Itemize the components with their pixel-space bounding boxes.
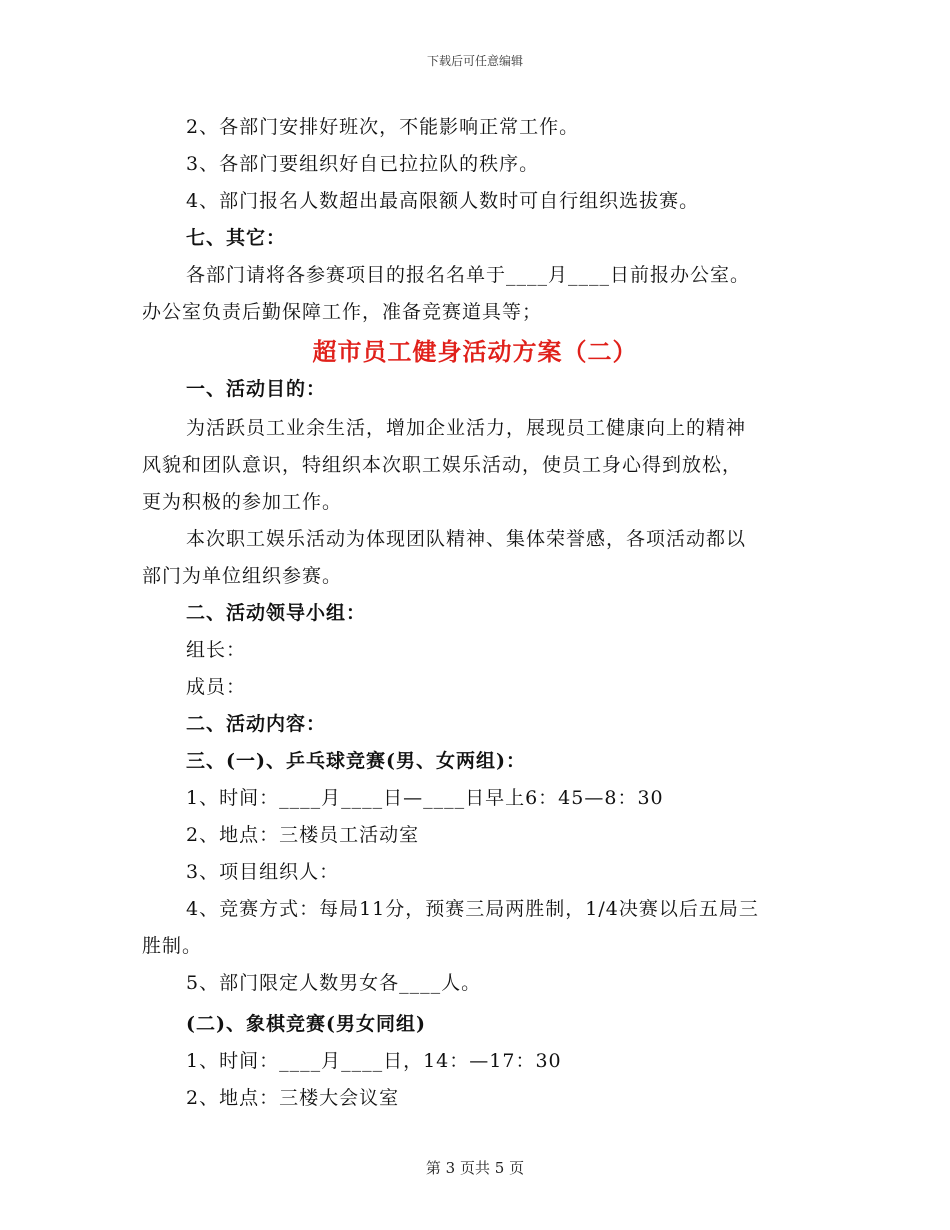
heading-leaders: 二、活动领导小组： — [186, 602, 367, 624]
text-line: 更为积极的参加工作。 — [142, 491, 343, 513]
text-line: 4、部门报名人数超出最高限额人数时可自行组织选拔赛。 — [186, 190, 700, 212]
page-footer: 第 3 页共 5 页 — [425, 1159, 525, 1177]
text-line: 1、时间：____月____日，14：—17：30 — [186, 1050, 562, 1072]
heading-chess: (二)、象棋竞赛(男女同组) — [186, 1013, 426, 1035]
text-line: 各部门请将各参赛项目的报名名单于____月____日前报办公室。 — [186, 264, 751, 286]
page-header: 下载后可任意编辑 — [426, 54, 523, 68]
text-line: 5、部门限定人数男女各____人。 — [186, 972, 482, 994]
text-line: 为活跃员工业余生活，增加企业活力，展现员工健康向上的精神 — [186, 417, 747, 439]
heading-table-tennis: 三、(一)、乒乓球竞赛(男、女两组)： — [186, 750, 526, 772]
text-line: 2、各部门安排好班次，不能影响正常工作。 — [186, 116, 580, 138]
text-line: 胜制。 — [142, 935, 203, 957]
text-line: 3、项目组织人： — [186, 861, 340, 883]
text-line: 3、各部门要组织好自已拉拉队的秩序。 — [186, 153, 540, 175]
text-line: 部门为单位组织参赛。 — [142, 565, 343, 587]
heading-purpose: 一、活动目的： — [186, 378, 327, 400]
text-line: 办公室负责后勤保障工作，准备竞赛道具等； — [142, 301, 543, 323]
text-line: 本次职工娱乐活动为体现团队精神、集体荣誉感，各项活动都以 — [186, 528, 747, 550]
text-line: 2、地点：三楼员工活动室 — [186, 824, 420, 846]
heading-content: 二、活动内容： — [186, 713, 327, 735]
heading-others: 七、其它： — [186, 227, 287, 249]
text-line: 2、地点：三楼大会议室 — [186, 1087, 400, 1109]
text-line: 4、竞赛方式：每局11分，预赛三局两胜制，1/4决赛以后五局三 — [186, 898, 759, 920]
text-line: 组长： — [186, 639, 247, 661]
section-title: 超市员工健身活动方案（二） — [312, 337, 638, 366]
text-line: 成员： — [186, 676, 247, 698]
text-line: 1、时间：____月____日—____日早上6：45—8：30 — [186, 787, 664, 809]
text-line: 风貌和团队意识，特组织本次职工娱乐活动，使员工身心得到放松， — [142, 454, 743, 476]
